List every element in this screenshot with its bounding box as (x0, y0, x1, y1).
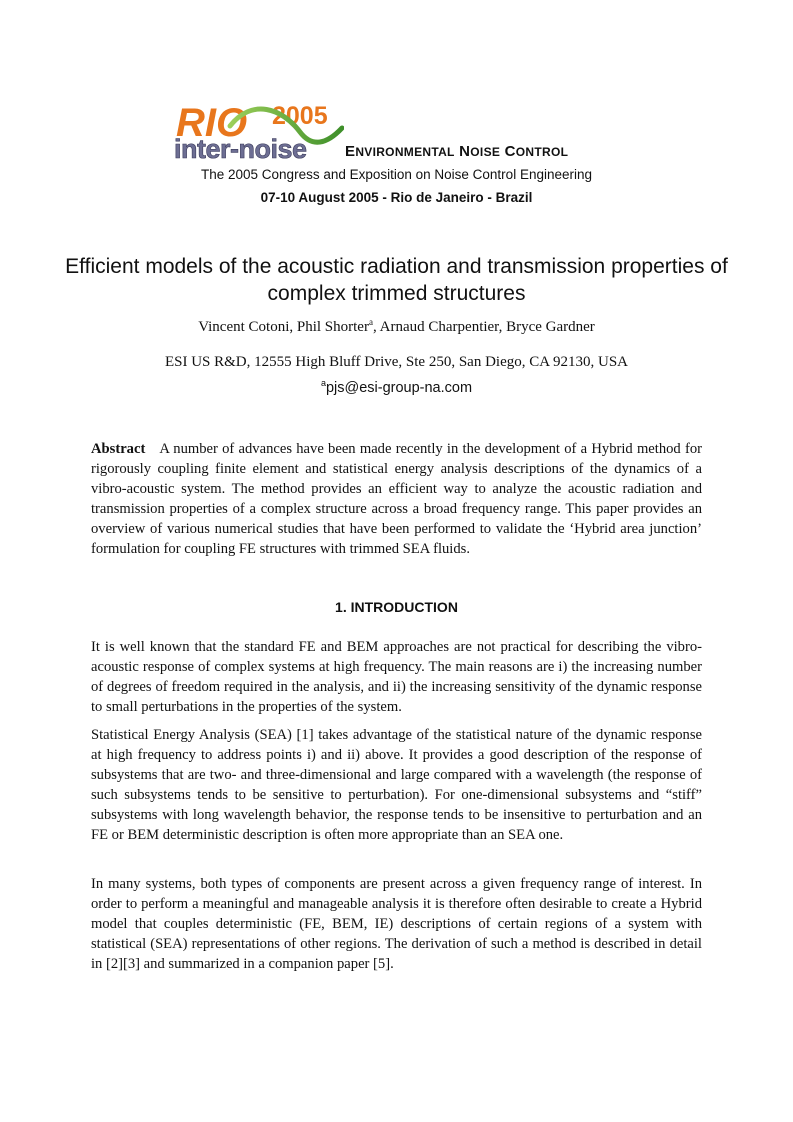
inter-noise-logo-graphic (172, 98, 344, 162)
abstract (91, 440, 702, 559)
section-heading-introduction: 1. INTRODUCTION (335, 599, 458, 615)
contact-email: $^a$pjs@esi-group-na.com (320, 378, 473, 396)
intro-paragraph-2: Statistical Energy Analysis (SEA) [1] takes advantage of the statistical nature of the dynamic response at high frequency to address points i) and ii) above. It provides a good description of the response of subsystems that are two- and three-dimensional and large compared with a wavelength (the response of such subsystems tends to be sensitive to perturbation). For one-dimensional subsystems and “stiff” subsystems with long wavelength behavior, the response tends to be insensitive to perturbation and an FE or BEM deterministic description is often more appropriate than an SEA one. (91, 727, 702, 843)
logo-rio-text: RIO (176, 101, 248, 145)
logo-brand-text: inter-noise (174, 134, 307, 162)
conference-name-word-2: NOISE (459, 143, 501, 160)
conference-name-word-1: ENVIRONMENTAL (345, 143, 455, 160)
conference-subtitle: The 2005 Congress and Exposition on Noise Control Engineering (201, 167, 592, 182)
intro-paragraph-3: In many systems, both types of components are present across a given frequency range of interest. In order to perform a meaningful and manageable analysis it is therefore often desirable to create a Hybrid model that couples deterministic (FE, BEM, IE) descriptions of certain regions of a system with statistical (SEA) representations of other regions. The derivation of such a method is described in detail in [2][3] and summarized in a companion paper [5]. (91, 876, 702, 972)
abstract-heading: Abstract (91, 441, 146, 457)
abstract-text: A number of advances have been made recently in the development of a Hybrid method for rigorously coupling finite element and statistical energy analysis descriptions of the dynamics of a vibro-acoustic system. The method provides an efficient way to analyze the acoustic radiation and transmission properties of a complex structure across a broad frequency range. This paper provides an overview of various numerical studies that have been performed to validate the ‘Hybrid area junction’ formulation for coupling FE structures with trimmed SEA fluids. (91, 441, 702, 557)
intro-paragraph-1: It is well known that the standard FE and BEM approaches are not practical for describing the vibro-acoustic response of complex systems at high frequency. The main reasons are i) the increasing number of degrees of freedom required in the analysis, and ii) the increasing sensitivity of the dynamic response to small perturbations in the properties of the system. (91, 639, 702, 715)
author-list: Vincent Cotoni, Phil Shorter$^a$, Arnaud Charpentier, Bryce Gardner (198, 317, 595, 335)
conference-name-word-3: CONTROL (504, 143, 569, 160)
logo-year-text: 2005 (272, 102, 328, 130)
conference-name (345, 143, 568, 160)
paper-title: Efficient models of the acoustic radiation and transmission properties of complex trimmed structures (65, 255, 728, 305)
conference-dates: 07-10 August 2005 - Rio de Janeiro - Brazil (260, 190, 533, 205)
rio-inter-noise-logo (172, 98, 344, 162)
affiliation: ESI US R&D, 12555 High Bluff Drive, Ste 250, San Diego, CA 92130, USA (164, 354, 629, 370)
